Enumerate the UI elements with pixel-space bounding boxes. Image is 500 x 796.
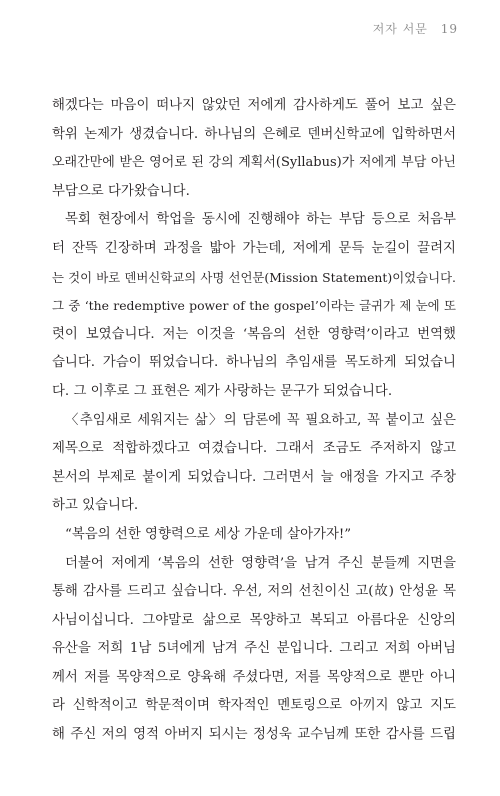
page-number: 19 (440, 22, 458, 36)
text-line: 〈추임새로 세워지는 삶〉의 담론에 꼭 필요하고, 꼭 붙이고 싶은 (65, 412, 456, 428)
text-line: 렷이 보였습니다. 저는 이것을 ‘복음의 선한 영향력’이라고 번역했 (52, 326, 456, 342)
text-line: 유산을 저희 1남 5녀에게 남겨 주신 분입니다. 그리고 저희 아버님 (52, 641, 456, 657)
text-line: 께서 저를 목양적으로 양육해 주셨다면, 저를 목양적으로 뿐만 아니 (52, 669, 456, 685)
text-line: 통해 감사를 드리고 싶습니다. 우선, 저의 선친이신 고(故) 안성윤 목 (52, 584, 456, 600)
text-line: 라 신학적이고 학문적이며 학자적인 멘토링으로 아끼지 않고 지도 (52, 698, 456, 714)
text-line: 사님이십니다. 그야말로 삶으로 목양하고 복되고 아름다운 신앙의 (52, 612, 456, 628)
text-line: 더불어 저에게 ‘복음의 선한 영향력’을 남겨 주신 분들께 지면을 (65, 555, 456, 571)
text-line: 터 잔뜩 긴장하며 과정을 밟아 가는데, 저에게 문득 눈길이 끌려지 (52, 240, 456, 256)
running-header-title: 저자 서문 (372, 22, 428, 36)
text-line: 는 것이 바로 덴버신학교의 사명 선언문(Mission Statement)이었습니다. (52, 269, 456, 285)
text-line: 목회 현장에서 학업을 동시에 진행해야 하는 부담 등으로 처음부 (65, 212, 456, 228)
text-line: 해겠다는 마음이 떠나지 않았던 저에게 감사하게도 풀어 보고 싶은 (52, 98, 456, 113)
text-line: 학위 논제가 생겼습니다. 하나님의 은혜로 덴버신학교에 입학하면서 (52, 126, 456, 142)
text-line: 그 중 ‘the redemptive power of the gospel’이라는 글귀가 제 눈에 또 (52, 298, 456, 314)
text-line: 본서의 부제로 붙이게 되었습니다. 그러면서 늘 애정을 가지고 주창 (52, 469, 456, 485)
body-text (52, 92, 456, 750)
text-line: 하고 있습니다. (52, 498, 139, 514)
text-line: “복음의 선한 영향력으로 세상 가운데 살아가자!” (65, 526, 352, 542)
text-line: 다. 그 이후로 그 표현은 제가 사랑하는 문구가 되었습니다. (52, 383, 393, 399)
text-line: 습니다. 가슴이 뛰었습니다. 하나님의 추임새를 목도하게 되었습니 (52, 355, 456, 371)
text-line: 해 주신 저의 영적 아버지 되시는 정성욱 교수님께 또한 감사를 드립 (52, 727, 456, 743)
text-line: 부담으로 다가왔습니다. (52, 183, 190, 199)
text-line: 오래간만에 받은 영어로 된 강의 계획서(Syllabus)가 저에게 부담 아닌 (52, 155, 456, 171)
running-header (373, 20, 458, 37)
text-line: 제목으로 적합하겠다고 여겼습니다. 그래서 조금도 주저하지 않고 (52, 441, 456, 457)
